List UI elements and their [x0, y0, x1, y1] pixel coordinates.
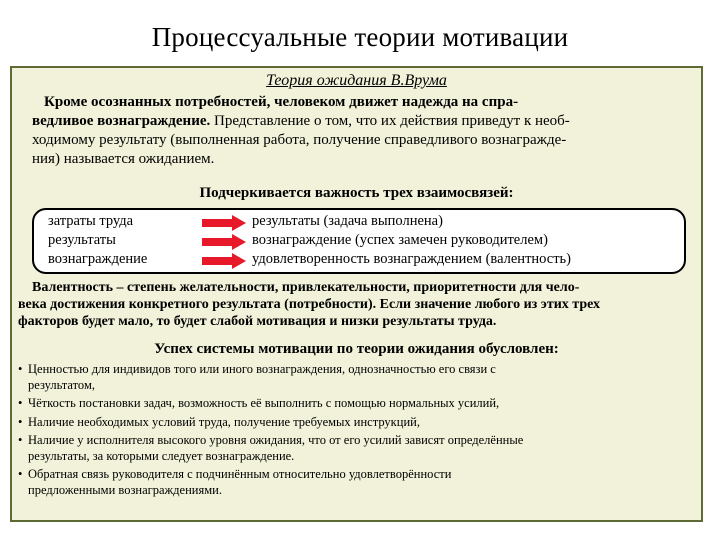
success-heading: Успех системы мотивации по теории ожидания обусловлен: [154, 341, 559, 357]
right-arrow-icon [202, 234, 246, 250]
list-item [18, 362, 698, 393]
intro-paragraph [32, 93, 694, 169]
list-item-line [18, 362, 698, 378]
list-item-text: Наличие у исполнителя высокого уровня ожидания, что от его усилий зависят определённые [28, 433, 524, 447]
bullet-dot-icon: • [18, 414, 23, 429]
bullet-dot-icon: • [18, 467, 23, 481]
valence-line-1-rest: – степень желательности, привлекательности, приоритетности для чело- [113, 280, 580, 295]
list-item-text: Ценностью для индивидов того или иного вознаграждения, однозначностью его связи с [28, 362, 496, 376]
list-item-line [18, 467, 698, 483]
bullet-dot-icon: • [18, 396, 23, 410]
list-item [18, 396, 698, 412]
list-item-text-cont: предложенными вознаграждениями. [28, 482, 222, 497]
valence-line-3 [18, 313, 698, 330]
relationship-to: результаты (задача выполнена) [252, 213, 443, 229]
bullet-dot-icon: • [18, 362, 23, 376]
intro-line-2 [32, 112, 694, 131]
relationship-to: удовлетворенность вознаграждением (валентность) [252, 251, 571, 267]
list-item [18, 415, 698, 431]
valence-line-2 [18, 296, 698, 313]
list-item-text: Наличие необходимых условий труда, получение требуемых инструкций, [28, 414, 420, 429]
relationship-from: результаты [48, 232, 116, 248]
right-arrow-icon [202, 215, 246, 231]
intro-line-2-bold: ведливое вознаграждение. [32, 113, 211, 129]
relationship-from: затраты труда [48, 213, 134, 229]
list-item-line [18, 415, 698, 431]
list-item-text-cont: результатом, [28, 377, 95, 392]
bullet-dot-icon: • [18, 433, 23, 447]
relationships-box [32, 208, 686, 274]
success-bullet-list [18, 362, 698, 501]
valence-line-3-text: факторов будет мало, то будет слабой мотивация и низки результаты труда. [18, 314, 497, 329]
list-item-text-cont: результаты, за которыми следует вознаграждение. [28, 448, 295, 463]
valence-paragraph [18, 279, 698, 330]
intro-line-2-rest: Представление о том, что их действия приведут к необ- [210, 113, 570, 129]
theory-subtitle: Теория ожидания В.Врума [266, 72, 447, 89]
list-item-text: Обратная связь руководителя с подчинённым относительно удовлетворённости [28, 467, 452, 481]
relationship-row [34, 251, 688, 271]
list-item-text: Чёткость постановки задач, возможность её выполнить с помощью нормальных усилий, [28, 396, 500, 410]
valence-term: Валентность [32, 280, 114, 295]
list-item [18, 467, 698, 498]
page-title: Процессуальные теории мотивации [151, 22, 569, 52]
intro-line-1: Кроме осознанных потребностей, человеком движет надежда на спра- [44, 94, 519, 110]
relationship-row [34, 232, 688, 252]
list-item-line [18, 396, 698, 412]
right-arrow-icon [202, 253, 246, 269]
relationship-row [34, 213, 688, 233]
relationship-to: вознаграждение (успех замечен руководителем) [252, 232, 548, 248]
valence-line-2-text: века достижения конкретного результата (потребности). Если значение любого из этих трех [18, 297, 601, 312]
intro-line-4: ния) называется ожиданием. [32, 151, 215, 167]
relationship-from: вознаграждение [48, 251, 148, 267]
list-item-line [18, 433, 698, 449]
emphasis-heading: Подчеркивается важность трех взаимосвязей: [199, 185, 514, 201]
list-item [18, 433, 698, 464]
valence-line-1 [18, 279, 698, 296]
content-panel [10, 66, 703, 522]
intro-line-3: ходимому результату (выполненная работа, получение справедливого вознагражде- [32, 132, 567, 148]
